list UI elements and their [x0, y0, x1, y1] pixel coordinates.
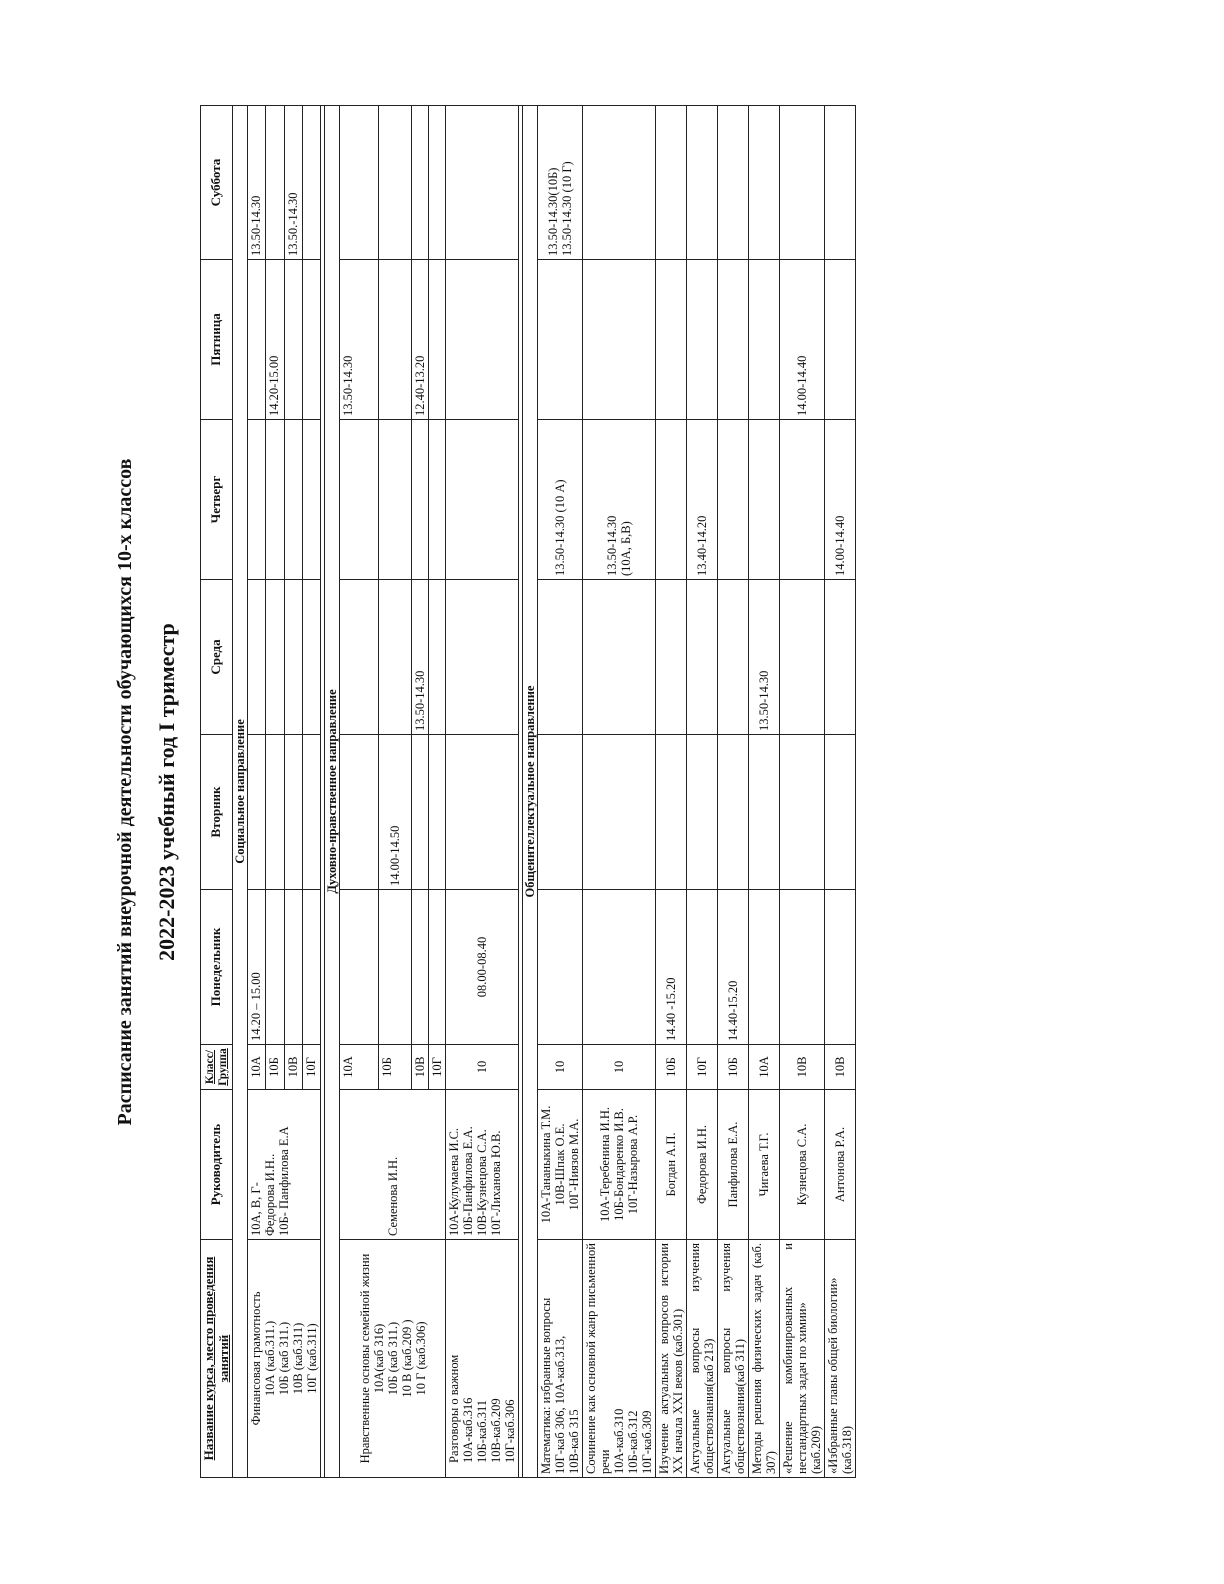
- cell-course: Методы решения физических задач (каб. 307): [749, 1240, 780, 1478]
- schedule-table: [200, 105, 856, 1478]
- fin-leader: 10А, В, Г- Федорова И.Н.. 10Б- Панфилова Е.А: [248, 1090, 321, 1240]
- document-subtitle: 2022-2023 учебный год I триместр: [154, 623, 179, 961]
- header-thursday: Четверг: [201, 420, 233, 580]
- fin-group-2: 10Б: [266, 1045, 284, 1090]
- header-wednesday: Среда: [201, 580, 233, 735]
- cell-tue: [780, 735, 825, 890]
- cell-course: «Избранные главы общей биологии» (каб.318): [825, 1240, 856, 1478]
- cell-leader: Панфилова Е.А.: [718, 1090, 749, 1240]
- section-row-social: [233, 106, 248, 1478]
- cell-sat: [780, 106, 825, 260]
- cell-mon: [780, 890, 825, 1045]
- cell-sat: [718, 106, 749, 260]
- intel-rows: [538, 106, 856, 1478]
- cell-tue: [656, 735, 687, 890]
- header-row: [201, 106, 233, 1478]
- cell-mon: [687, 890, 718, 1045]
- cell-sat: [825, 106, 856, 260]
- fin-group-1: 10А: [248, 1045, 266, 1090]
- cell-wed: [780, 580, 825, 735]
- cell-sat: 13.50-14.30(10Б) 13.50-14.30 (10 Г): [538, 106, 583, 260]
- header-monday: Понедельник: [201, 890, 233, 1045]
- cell-wed: [538, 580, 583, 735]
- cell-group: 10: [538, 1045, 583, 1090]
- cell-thu: 13.50-14.30 (10А, Б,В): [583, 420, 656, 580]
- table-row: [583, 106, 656, 1478]
- talks-leader: 10А-Кулумаева И.С. 10Б-Панфилова Е.А. 10В-Кузнецова С.А. 10Г-Лиханова Ю.В.: [446, 1090, 519, 1240]
- table-row: [656, 106, 687, 1478]
- cell-group: 10А: [749, 1045, 780, 1090]
- cell-mon: 14.40-15.20: [718, 890, 749, 1045]
- cell-sat: [749, 106, 780, 260]
- header-tuesday: Вторник: [201, 735, 233, 890]
- cell-leader: Богдан А.П.: [656, 1090, 687, 1240]
- cell-fri: [718, 260, 749, 420]
- cell-mon: [749, 890, 780, 1045]
- cell-wed: [825, 580, 856, 735]
- moral-fri-3: 12.40-13.20: [412, 260, 429, 420]
- cell-course: «Решение комбинированных и нестандартных задач по химии» (каб.209): [780, 1240, 825, 1478]
- cell-tue: [749, 735, 780, 890]
- section-row-intel: [523, 106, 538, 1478]
- table-row-moral-1: [340, 106, 379, 1478]
- cell-group: 10Б: [718, 1045, 749, 1090]
- fin-group-3: 10В: [284, 1045, 302, 1090]
- cell-leader: Антонова Р.А.: [825, 1090, 856, 1240]
- fin-course: Финансовая грамотность 10А (каб.311.) 10Б (каб 311.) 10В (каб.311) 10Г (каб.311): [248, 1240, 321, 1478]
- cell-mon: [583, 890, 656, 1045]
- table-row: [538, 106, 583, 1478]
- cell-leader: Федорова И.Н.: [687, 1090, 718, 1240]
- section-intel: Общеинтеллектуальное направление: [523, 106, 538, 1478]
- section-row-moral: [325, 106, 340, 1478]
- cell-tue: [718, 735, 749, 890]
- cell-fri: [687, 260, 718, 420]
- cell-sat: [583, 106, 656, 260]
- cell-wed: [687, 580, 718, 735]
- cell-fri: 14.00-14.40: [780, 260, 825, 420]
- fin-group-4: 10Г: [302, 1045, 320, 1090]
- cell-group: 10: [583, 1045, 656, 1090]
- cell-mon: [538, 890, 583, 1045]
- header-group: Класс/ Группа: [201, 1045, 233, 1090]
- section-social: Социальное направление: [233, 106, 248, 1478]
- cell-thu: 13.50-14.30 (10 А): [538, 420, 583, 580]
- cell-sat: [656, 106, 687, 260]
- cell-course: Актуальные вопросы изучения обществознания(каб 311): [718, 1240, 749, 1478]
- header-friday: Пятница: [201, 260, 233, 420]
- cell-fri: [583, 260, 656, 420]
- moral-wed-3: 13.50-14.30: [412, 580, 429, 735]
- fin-mon-1: 14.20 – 15.00: [248, 890, 266, 1045]
- cell-mon: [825, 890, 856, 1045]
- header-saturday: Суббота: [201, 106, 233, 260]
- cell-tue: [825, 735, 856, 890]
- cell-wed: [656, 580, 687, 735]
- cell-tue: [538, 735, 583, 890]
- cell-fri: [825, 260, 856, 420]
- cell-group: 10В: [825, 1045, 856, 1090]
- fin-fri-2: 14.20-15.00: [266, 260, 284, 420]
- cell-course: Сочинение как основной жанр письменной речи 10А-каб.310 10Б-каб.312 10Г-каб.309: [583, 1240, 656, 1478]
- table-row: [780, 106, 825, 1478]
- header-course: Название курса, место проведения занятий: [201, 1240, 233, 1478]
- cell-thu: 14.00-14.40: [825, 420, 856, 580]
- cell-tue: [583, 735, 656, 890]
- moral-group-4: 10Г: [429, 1045, 446, 1090]
- talks-course: Разговоры о важном 10А-каб.316 10Б-каб.311 10В-каб.209 10Г-каб.306: [446, 1240, 519, 1478]
- cell-thu: [780, 420, 825, 580]
- cell-tue: [687, 735, 718, 890]
- moral-group-1: 10А: [340, 1045, 379, 1090]
- document-title: Расписание занятий внеурочной деятельности обучающихся 10-х классов: [114, 458, 136, 1126]
- cell-group: 10В: [780, 1045, 825, 1090]
- cell-wed: [583, 580, 656, 735]
- moral-group-2: 10Б: [379, 1045, 412, 1090]
- cell-leader: Кузнецова С.А.: [780, 1090, 825, 1240]
- cell-thu: [718, 420, 749, 580]
- cell-fri: [538, 260, 583, 420]
- table-row-talks: [446, 106, 519, 1478]
- cell-thu: [749, 420, 780, 580]
- cell-course: Изучение актуальных вопросов истории XX начала XXI веков (каб.301): [656, 1240, 687, 1478]
- cell-leader: Чигаева Т.Г.: [749, 1090, 780, 1240]
- table-row: [825, 106, 856, 1478]
- cell-thu: [656, 420, 687, 580]
- cell-thu: 13.40-14.20: [687, 420, 718, 580]
- table-row: [687, 106, 718, 1478]
- moral-fri-1: 13.50-14.30: [340, 260, 379, 420]
- cell-mon: 14.40 -15.20: [656, 890, 687, 1045]
- moral-tue-2: 14.00-14.50: [379, 735, 412, 890]
- talks-mon: 08.00-08.40: [446, 890, 519, 1045]
- moral-course: Нравственные основы семейной жизни 10А(каб 316) 10Б (каб 311.) 10 В (каб.209 ) 10 Г (каб.306): [340, 1240, 446, 1478]
- cell-group: 10Г: [687, 1045, 718, 1090]
- cell-course: Математика: избранные вопросы 10Г-каб 306, 10А-каб.313, 10В-каб 315: [538, 1240, 583, 1478]
- section-moral: Духовно-нравственное направление: [325, 106, 340, 1478]
- cell-sat: [687, 106, 718, 260]
- cell-fri: [656, 260, 687, 420]
- table-row: [749, 106, 780, 1478]
- fin-sat-1: 13.50-14.30: [248, 106, 266, 260]
- moral-group-3: 10В: [412, 1045, 429, 1090]
- fin-sat-3: 13.50.-14.30: [284, 106, 302, 260]
- moral-leader: Семенова И.Н.: [340, 1090, 446, 1240]
- cell-wed: 13.50-14.30: [749, 580, 780, 735]
- header-leader: Руководитель: [201, 1090, 233, 1240]
- cell-group: 10Б: [656, 1045, 687, 1090]
- cell-fri: [749, 260, 780, 420]
- cell-course: Актуальные вопросы изучения обществознания(каб 213): [687, 1240, 718, 1478]
- table-row: [718, 106, 749, 1478]
- talks-group: 10: [446, 1045, 519, 1090]
- cell-wed: [718, 580, 749, 735]
- cell-leader: 10А-Теребенина И.Н. 10Б-Бондаренко И.В. 10Г-Назырова А.Р.: [583, 1090, 656, 1240]
- rotated-document: [112, 92, 1112, 1492]
- cell-leader: 10А-Тананыкина Т.М. 10В-Шпак О.Е. 10Г-Ниязов М.А.: [538, 1090, 583, 1240]
- table-row-fin-1: [248, 106, 266, 1478]
